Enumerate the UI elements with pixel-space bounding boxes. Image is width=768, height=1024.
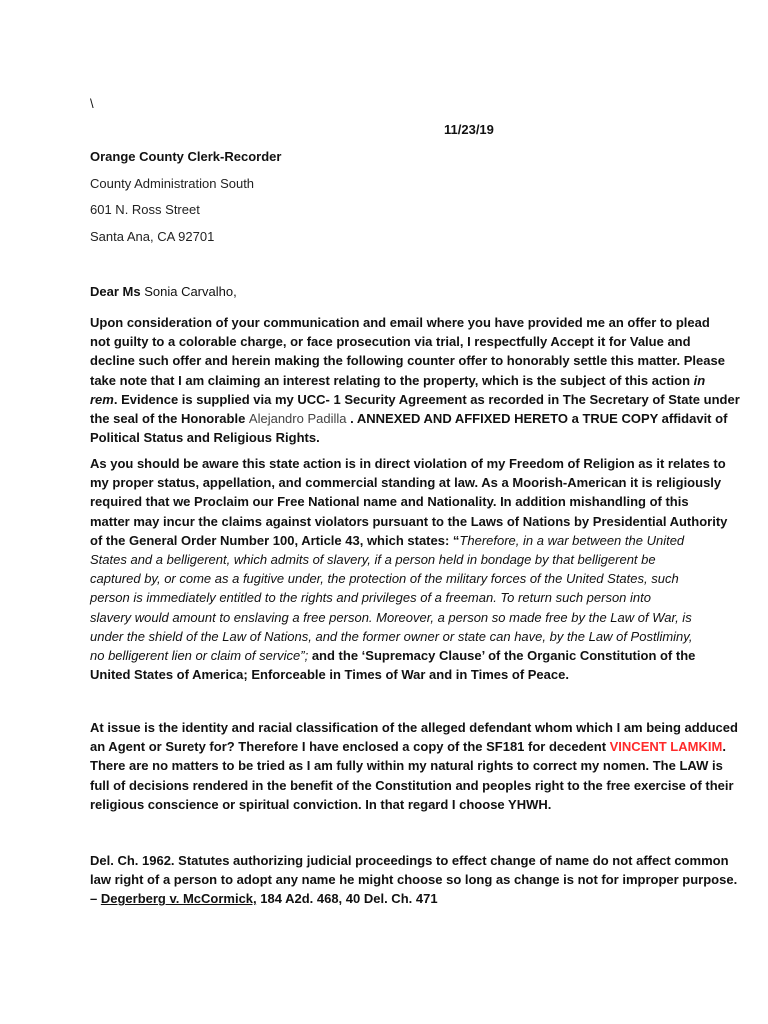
line-text: and the ‘Supremacy Clause’ of the Organic Constitution of the <box>308 647 696 663</box>
paragraph-line <box>90 889 690 908</box>
recipient-address-line2: 601 N. Ross Street <box>90 202 200 217</box>
line-text: . Evidence is supplied via my UCC- 1 Security Agreement as recorded in The Secretary of State under <box>113 391 740 407</box>
paragraph-line: decline such offer and herein making the following counter offer to honorably settle this matter. Please <box>90 353 725 369</box>
recipient-address-line3: Santa Ana, CA 92701 <box>90 229 215 244</box>
recipient-name: Orange County Clerk-Recorder <box>90 149 282 164</box>
paragraph-religious-freedom <box>90 454 728 684</box>
quote-line: slavery would amount to enslaving a free person. Moreover, a person so made free by the Law of War, is <box>90 609 692 625</box>
paragraph-line: my proper status, appellation, and commercial standing at law. As a Moorish-American it is religiously <box>90 475 722 491</box>
recipient-address-line1: County Administration South <box>90 176 255 191</box>
italic-in: in <box>693 372 706 388</box>
salutation-name: Sonia Carvalho, <box>144 284 237 299</box>
paragraph-line: Del. Ch. 1962. Statutes authorizing judicial proceedings to effect change of name do not affect common <box>90 853 729 868</box>
paragraph-line: full of decisions rendered in the benefit of the Constitution and peoples right to the free exercise of their <box>90 777 734 793</box>
paragraph-line: required that we Proclaim our Free National name and Nationality. In addition mishandling of this <box>90 494 689 510</box>
paragraph-line: law right of a person to adopt any name he might choose so long as change is not for improper purpose. <box>90 872 738 888</box>
stray-backslash: \ <box>90 96 94 111</box>
paragraph-line: United States of America; Enforceable in Times of War and in Times of Peace. <box>90 667 569 683</box>
paragraph-line <box>90 371 706 390</box>
letter-date: 11/23/19 <box>444 122 494 137</box>
line-text: – <box>90 891 101 907</box>
italic-rem: rem <box>90 391 114 407</box>
paragraph-line <box>90 737 726 756</box>
line-text: . ANNEXED AND AFFIXED HERETO a TRUE COPY affidavit of <box>346 410 728 426</box>
official-name: Alejandro Padilla <box>248 410 347 426</box>
paragraph-line <box>90 531 690 550</box>
paragraph-line: At issue is the identity and racial classification of the alleged defendant whom which I am being adduced <box>90 720 738 735</box>
quote-line: person is immediately entitled to the rights and privileges of a freeman. To return such person into <box>90 590 651 606</box>
paragraph-identity <box>90 718 738 814</box>
line-text: 184 A2d. 468, 40 Del. Ch. 471 <box>256 891 438 907</box>
quote-line: States and a belligerent, which admits of slavery, if a person held in bondage by that belligerent be <box>90 551 656 567</box>
line-text: of the General Order Number 100, Article 43, which states: “ <box>90 532 460 548</box>
line-text: an Agent or Surety for? Therefore I have enclosed a copy of the SF181 for decedent <box>90 739 610 755</box>
quote-text: Therefore, in a war between the United <box>459 532 685 548</box>
salutation-prefix: Dear Ms <box>90 284 145 299</box>
paragraph-line <box>90 390 740 409</box>
paragraph-line: As you should be aware this state action is in direct violation of my Freedom of Religion as it relates to <box>90 456 726 471</box>
paragraph-line <box>90 409 728 428</box>
paragraph-line <box>90 646 696 665</box>
paragraph-line: There are no matters to be tried as I am fully within my natural rights to correct my nomen. The LAW is <box>90 758 723 774</box>
quote-text: no belligerent lien or claim of service”; <box>90 647 309 663</box>
salutation <box>90 284 237 299</box>
line-text: take note that I am claiming an interest relating to the property, which is the subject of this action <box>90 372 694 388</box>
paragraph-line: Upon consideration of your communication and email where you have provided me an offer to plead <box>90 315 710 330</box>
quote-line: under the shield of the Law of Nations, and the former owner or state can have, by the Law of Postliminy, <box>90 628 693 644</box>
paragraph-line: Political Status and Religious Rights. <box>90 430 320 446</box>
paragraph-line: matter may incur the claims against violators pursuant to the Laws of Nations by Presidential Authority <box>90 513 728 529</box>
case-name: Degerberg v. McCormick, <box>100 891 257 907</box>
paragraph-offer-response <box>90 313 740 447</box>
paragraph-line: not guilty to a colorable charge, or face prosecution via trial, I respectfully Accept it for Value and <box>90 334 691 350</box>
quote-line: captured by, or come as a fugitive under, the protection of the military forces of the United States, such <box>90 571 679 587</box>
decedent-name: VINCENT LAMKIM <box>609 739 723 755</box>
line-text: the seal of the Honorable <box>90 410 249 426</box>
paragraph-line: religious conscience or spiritual conviction. In that regard I choose YHWH. <box>90 796 552 812</box>
paragraph-case-citation <box>90 851 738 909</box>
line-text: . <box>722 739 726 755</box>
